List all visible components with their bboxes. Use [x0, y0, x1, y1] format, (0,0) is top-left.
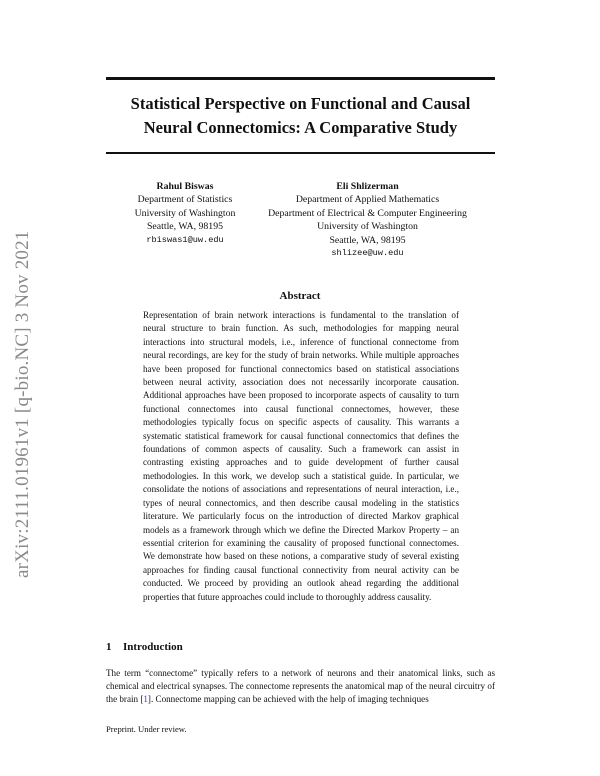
- footer-note: Preprint. Under review.: [106, 724, 187, 734]
- affiliation-line: Department of Applied Mathematics: [295, 194, 440, 206]
- affiliation-line: University of Washington: [134, 207, 236, 219]
- author-block-2: [265, 180, 470, 260]
- intro-text-part: ]. Connectome mapping can be achieved with the help of imaging techniques: [147, 694, 429, 705]
- author-block-1: [125, 180, 245, 247]
- affiliation-line: University of Washington: [317, 221, 418, 233]
- author-email[interactable]: rbiswas1@uw.edu: [146, 234, 224, 245]
- citation-link[interactable]: 1: [143, 694, 148, 705]
- section-number: 1: [106, 641, 112, 653]
- affiliation-line: Seattle, WA, 98195: [146, 221, 223, 233]
- section-title: Introduction: [123, 641, 183, 653]
- abstract-heading: Abstract: [279, 290, 321, 302]
- abstract-text: Representation of brain network interactions is fundamental to the translation of neural structure to brain function. As such, methodologies for mapping neural interactions into structural models, i.e., inference of functional connectome from neural recordings, are key for the study of brain networks. While multiple approaches have been proposed for functional connectomics based on statistical associations between neural activity, association does not necessarily incorporate causation. Additional approaches have been proposed to incorporate aspects of causality to turn functional connectomes into causal functional connectomes, however, these methodologies typically focus on specific aspects of causality. This warrants a systematic statistical framework for causal functional connectomics that defines the foundations of common aspects of causality. Such a framework can assist in contrasting existing approaches and to guide development of further causal methodologies. In this work, we develop such a statistical guide. In particular, we consolidate the notions of associations and representations of neural interaction, i.e., types of neural connectomics, and then describe causal modeling in the statistics literature. We particularly focus on the introduction of directed Markov graphical models as a framework through which we define the Directed Markov Property – an essential criterion for examining the causality of proposed functional connectomes. We demonstrate how based on these notions, a comparative study of several existing approaches for finding causal functional connectivity from neural activity can be conducted. We proceed by providing an outlook ahead regarding the additional properties that future approaches could include to thoroughly address causality.: [143, 310, 459, 602]
- author-name: Rahul Biswas: [156, 181, 214, 192]
- affiliation-line: Department of Electrical & Computer Engineering: [268, 207, 467, 219]
- affiliation-line: Seattle, WA, 98195: [329, 234, 406, 246]
- author-email[interactable]: shlizee@uw.edu: [331, 248, 404, 259]
- introduction-paragraph: [106, 667, 495, 707]
- arxiv-identifier: arXiv:2111.01961v1 [q-bio.NC] 3 Nov 2021: [12, 230, 33, 578]
- section-heading: [106, 641, 183, 653]
- intro-text-part: The term “connectome” typically refers to a network of neurons and their anatomical links, such as chemical and electrical synapses. The connectome represents the anatomical map of the neural circuitry of the brain [: [106, 668, 495, 705]
- author-name: Eli Shlizerman: [336, 181, 399, 192]
- paper-title: Statistical Perspective on Functional and Causal Neural Connectomics: A Comparative Study: [130, 94, 471, 137]
- affiliation-line: Department of Statistics: [137, 194, 233, 206]
- title-top-rule: [106, 77, 495, 80]
- title-bottom-rule: [106, 152, 495, 154]
